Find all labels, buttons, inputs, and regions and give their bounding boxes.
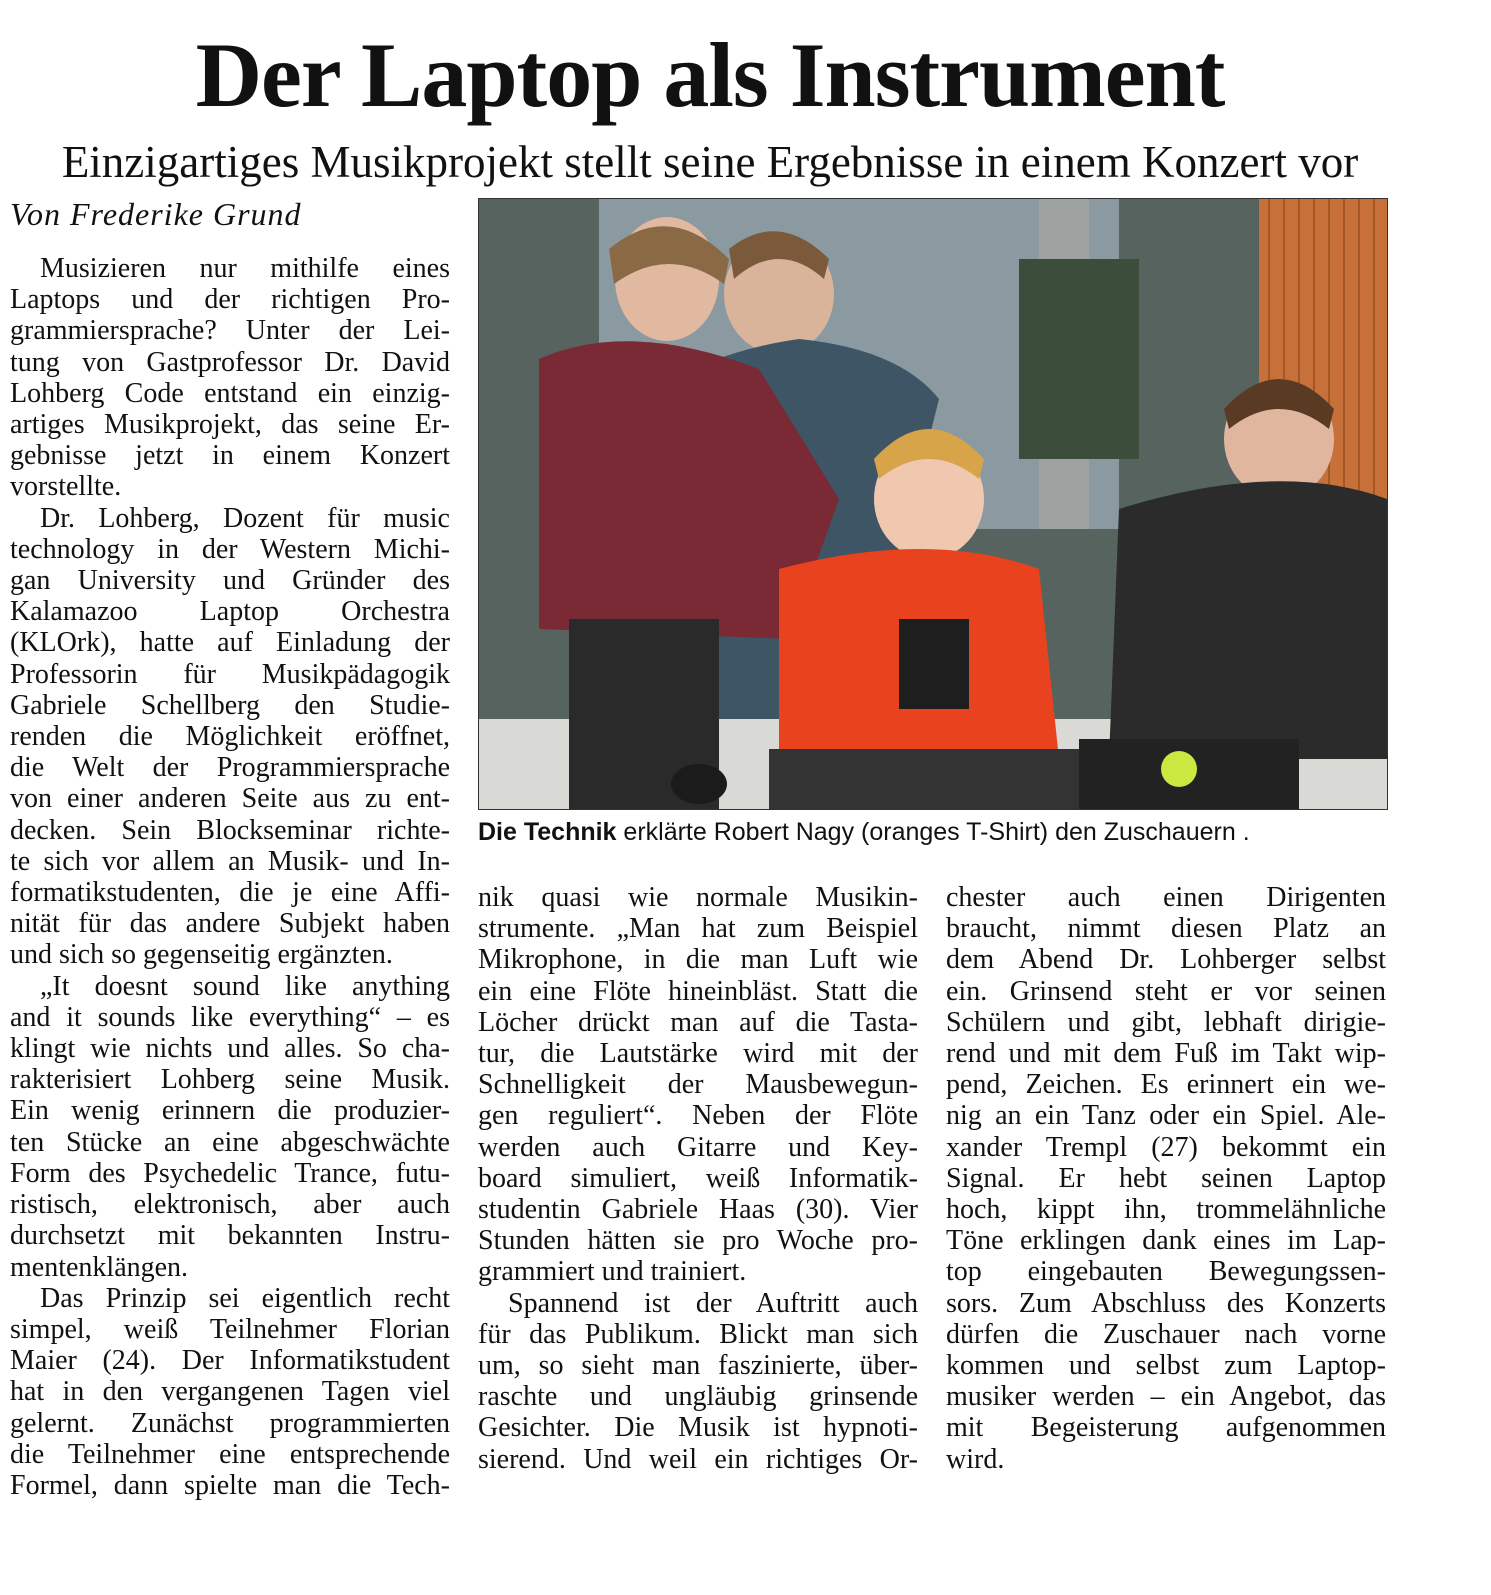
- text-line: kommen und selbst zum Laptop-: [946, 1350, 1386, 1382]
- text-line: mentenklängen.: [10, 1251, 189, 1283]
- text-line: Mikrophone, in die man Luft wie: [478, 944, 918, 976]
- text-line: um, so sieht man faszinierte, über-: [478, 1350, 918, 1382]
- text-line: dürfen die Zuschauer nach vorne: [946, 1318, 1386, 1350]
- text-line: and it sounds like everything“ – es: [10, 1001, 450, 1033]
- text-line: die Teilnehmer eine entsprechende: [10, 1438, 450, 1470]
- text-column-2: [478, 882, 918, 1475]
- paragraph: [946, 882, 1386, 1475]
- text-line: sors. Zum Abschluss des Konzerts: [946, 1287, 1386, 1319]
- caption-lead: Die Technik: [478, 818, 617, 846]
- text-line: klingt wie nichts und alles. So cha-: [10, 1033, 450, 1065]
- text-line: hat in den vergangenen Tagen viel: [10, 1376, 450, 1408]
- text-line: Laptops und der richtigen Pro-: [10, 284, 450, 316]
- text-line: hoch, kippt ihn, trommelähnliche: [946, 1194, 1386, 1226]
- text-line: studentin Gabriele Haas (30). Vier: [478, 1194, 918, 1226]
- text-line: nität für das andere Subjekt haben: [10, 908, 450, 940]
- text-line: rakterisiert Lohberg seine Musik.: [10, 1064, 450, 1096]
- paragraph: [10, 253, 450, 503]
- text-line: dem Abend Dr. Lohberger selbst: [946, 944, 1386, 976]
- photo-caption: [478, 816, 1386, 848]
- article-byline: Von Frederike Grund: [10, 196, 302, 232]
- text-line: chester auch einen Dirigenten: [946, 882, 1386, 913]
- text-line: ten Stücke an eine abgeschwächte: [10, 1126, 450, 1158]
- text-line: für das Publikum. Blickt man sich: [478, 1318, 918, 1350]
- photo-illustration: [479, 199, 1387, 809]
- text-line: decken. Sein Blockseminar richte-: [10, 814, 450, 846]
- text-line: Signal. Er hebt seinen Laptop: [946, 1162, 1386, 1194]
- text-line: nig an ein Tanz oder ein Spiel. Ale-: [946, 1100, 1386, 1132]
- text-line: musiker werden – ein Angebot, das: [946, 1381, 1386, 1413]
- text-line: Spannend ist der Auftritt auch: [508, 1287, 918, 1319]
- text-line: grammiersprache? Unter der Lei-: [10, 315, 450, 347]
- text-line: ein eine Flöte hineinbläst. Statt die: [478, 975, 918, 1007]
- text-line: werden auch Gitarre und Key-: [478, 1131, 918, 1163]
- text-line: pend, Zeichen. Es erinnert ein we-: [946, 1069, 1386, 1101]
- text-line: „It doesnt sound like anything: [40, 970, 450, 1002]
- text-line: Schülern und gibt, lebhaft dirigie-: [946, 1006, 1386, 1038]
- text-line: Dr. Lohberg, Dozent für music: [40, 502, 450, 534]
- text-line: braucht, nimmt diesen Platz an: [946, 913, 1386, 945]
- text-line: gan University und Gründer des: [10, 565, 450, 597]
- text-line: formatikstudenten, die je eine Affi-: [10, 877, 450, 909]
- text-line: sierend. Und weil ein richtiges Or-: [478, 1443, 918, 1475]
- text-line: gelernt. Zunächst programmierten: [10, 1407, 450, 1439]
- text-line: technology in der Western Michi-: [10, 533, 450, 565]
- caption-text: erklärte Robert Nagy (oranges T-Shirt) den Zuschauern .: [616, 818, 1250, 846]
- text-line: Kalamazoo Laptop Orchestra: [10, 596, 450, 628]
- text-line: Töne erklingen dank eines im Lap-: [946, 1225, 1386, 1257]
- text-line: ristisch, elektronisch, aber auch: [10, 1189, 450, 1221]
- text-line: gebnisse jetzt in einem Konzert: [10, 440, 450, 472]
- text-line: Schnelligkeit der Mausbewegun-: [478, 1069, 918, 1101]
- text-line: grammiert und trainiert.: [478, 1256, 747, 1288]
- paragraph: [10, 1283, 450, 1501]
- text-line: durchsetzt mit bekannten Instru-: [10, 1220, 450, 1252]
- text-line: Professorin für Musikpädagogik: [10, 658, 450, 690]
- article-photo: [478, 198, 1388, 810]
- text-line: Das Prinzip sei eigentlich recht: [40, 1282, 450, 1314]
- text-column-1: [10, 253, 450, 1501]
- text-line: tung von Gastprofessor Dr. David: [10, 346, 450, 378]
- text-line: Gabriele Schellberg den Studie-: [10, 689, 450, 721]
- paragraph: [478, 882, 918, 1288]
- text-line: xander Trempl (27) bekommt ein: [946, 1131, 1386, 1163]
- paragraph: [478, 1288, 918, 1475]
- text-line: Lohberg Code entstand ein einzig-: [10, 377, 450, 409]
- text-line: simpel, weiß Teilnehmer Florian: [10, 1313, 450, 1345]
- text-line: Ein wenig erinnern die produzier-: [10, 1095, 450, 1127]
- text-line: vorstellte.: [10, 471, 122, 503]
- text-line: und sich so gegenseitig ergänzten.: [10, 939, 393, 971]
- text-line: gen reguliert“. Neben der Flöte: [478, 1100, 918, 1132]
- text-line: board simuliert, weiß Informatik-: [478, 1162, 918, 1194]
- text-line: mit Begeisterung aufgenommen: [946, 1412, 1386, 1444]
- text-line: Maier (24). Der Informatikstudent: [10, 1345, 450, 1377]
- text-line: Stunden hätten sie pro Woche pro-: [478, 1225, 918, 1257]
- text-line: tur, die Lautstärke wird mit der: [478, 1038, 918, 1070]
- text-line: Löcher drückt man auf die Tasta-: [478, 1006, 918, 1038]
- text-line: strumente. „Man hat zum Beispiel: [478, 913, 918, 945]
- text-line: nik quasi wie normale Musikin-: [478, 882, 918, 913]
- text-line: artiges Musikprojekt, das seine Er-: [10, 409, 450, 441]
- text-line: te sich vor allem an Musik- und In-: [10, 845, 450, 877]
- text-line: ein. Grinsend steht er vor seinen: [946, 975, 1386, 1007]
- text-line: renden die Möglichkeit eröffnet,: [10, 721, 450, 753]
- text-line: Gesichter. Die Musik ist hypnoti-: [478, 1412, 918, 1444]
- text-line: (KLOrk), hatte auf Einladung der: [10, 627, 450, 659]
- text-line: top eingebauten Bewegungssen-: [946, 1256, 1386, 1288]
- text-line: Musizieren nur mithilfe eines: [40, 253, 450, 284]
- article-subheadline: Einzigartiges Musikprojekt stellt seine Ergebnisse in einem Konzert vor: [61, 137, 1359, 187]
- text-line: wird.: [946, 1443, 1005, 1475]
- article-headline: Der Laptop als Instrument: [195, 24, 1225, 126]
- text-line: Formel, dann spielte man die Tech-: [10, 1469, 450, 1501]
- paragraph: [10, 503, 450, 971]
- text-line: rend und mit dem Fuß im Takt wip-: [946, 1038, 1386, 1070]
- text-line: die Welt der Programmiersprache: [10, 752, 450, 784]
- text-line: raschte und ungläubig grinsende: [478, 1381, 918, 1413]
- paragraph: [10, 971, 450, 1283]
- text-column-3: [946, 882, 1386, 1475]
- text-line: Form des Psychedelic Trance, futu-: [10, 1157, 450, 1189]
- text-line: von einer anderen Seite aus zu ent-: [10, 783, 450, 815]
